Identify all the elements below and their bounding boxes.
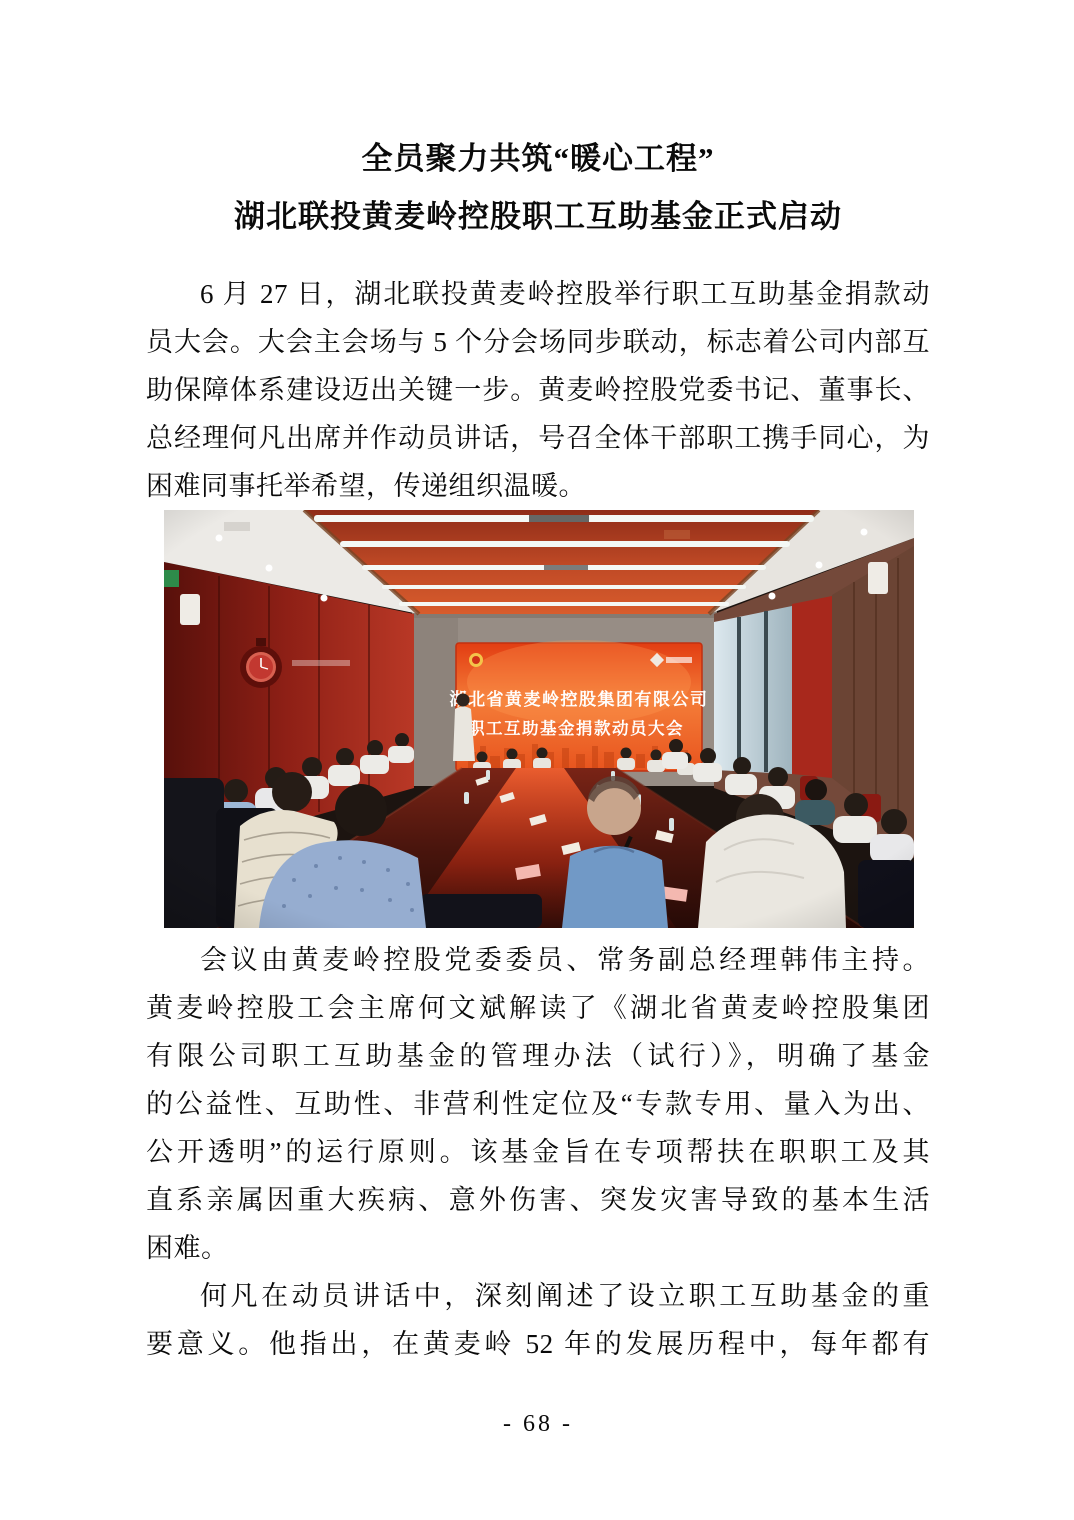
body-text-line: 助保障体系建设迈出关键一步。黄麦岭控股党委书记、董事长、 <box>146 375 930 405</box>
body-text-line: 总经理何凡出席并作动员讲话，号召全体干部职工携手同心，为 <box>146 423 930 453</box>
body-text-line: 直系亲属因重大疾病、意外伤害、突发灾害导致的基本生活 <box>146 1185 930 1215</box>
body-text-line: 困难同事托举希望，传递组织温暖。 <box>146 471 586 501</box>
body-text-line: 何凡在动员讲话中，深刻阐述了设立职工互助基金的重 <box>200 1281 930 1311</box>
body-text-line: 困难。 <box>146 1233 229 1263</box>
meeting-room-illustration <box>164 510 914 928</box>
body-text-line: 黄麦岭控股工会主席何文斌解读了《湖北省黄麦岭控股集团 <box>146 993 930 1023</box>
page-number: - 68 - <box>503 1411 573 1437</box>
document-title-line-1: 全员聚力共筑“暖心工程” <box>361 141 715 176</box>
body-text-line: 会议由黄麦岭控股党委委员、常务副总经理韩伟主持。 <box>200 945 930 975</box>
body-text-line: 要意义。他指出，在黄麦岭 52 年的发展历程中，每年都有 <box>146 1329 930 1359</box>
paragraph-1 <box>146 270 930 510</box>
document-title-line-2: 湖北联投黄麦岭控股职工互助基金正式启动 <box>234 199 842 234</box>
body-text-line: 的公益性、互助性、非营利性定位及“专款专用、量入为出、 <box>146 1089 930 1119</box>
body-text-line: 公开透明”的运行原则。该基金旨在专项帮扶在职职工及其 <box>146 1137 930 1167</box>
body-text-line: 6 月 27 日，湖北联投黄麦岭控股举行职工互助基金捐款动 <box>200 279 930 309</box>
body-text-line: 有限公司职工互助基金的管理办法（试行）》，明确了基金 <box>146 1041 930 1071</box>
paragraph-2 <box>146 936 930 1272</box>
photo-vignette <box>164 510 914 928</box>
meeting-photo <box>164 510 914 928</box>
body-text-line: 员大会。大会主会场与 5 个分会场同步联动，标志着公司内部互 <box>146 327 930 357</box>
paragraph-3 <box>146 1272 930 1368</box>
